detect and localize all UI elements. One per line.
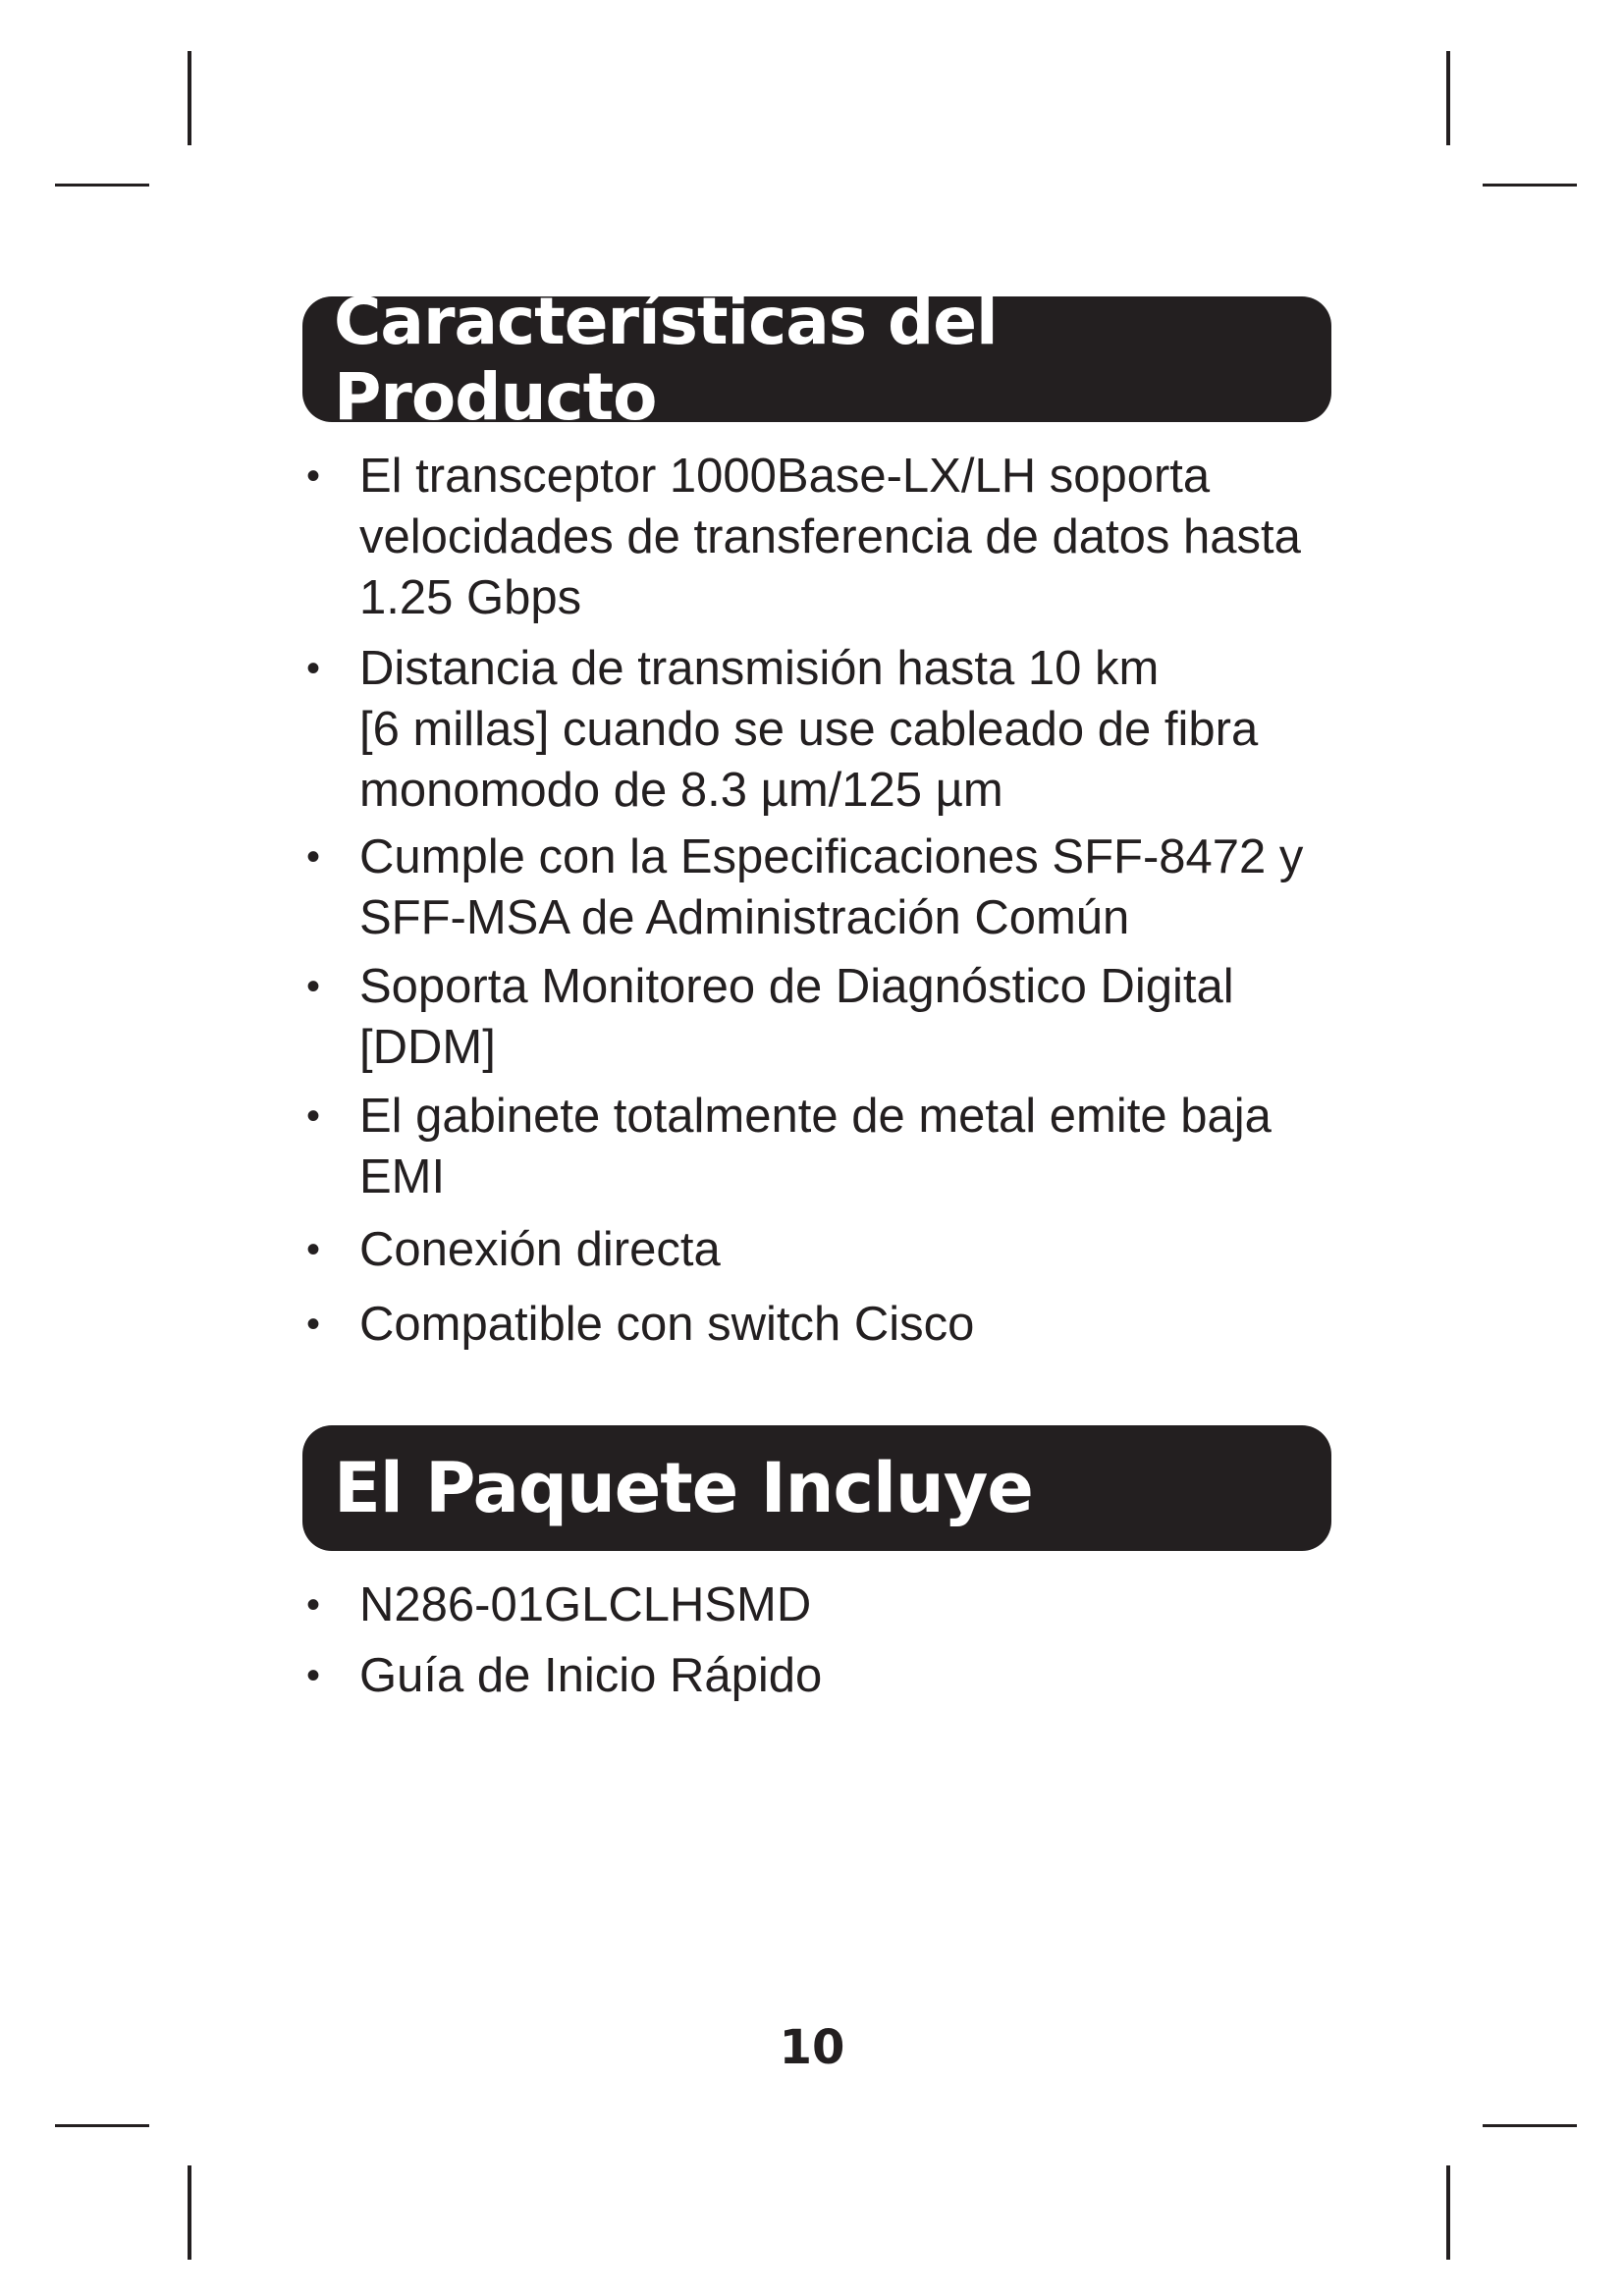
list-item-line: El transceptor 1000Base-LX/LH soporta: [359, 450, 1211, 503]
bullet-icon: •: [306, 1228, 321, 1271]
crop-mark-top-left-horizontal: [55, 184, 149, 187]
features-list: [302, 446, 1343, 1355]
bullet-icon: •: [306, 1654, 321, 1697]
bullet-icon: •: [306, 965, 321, 1008]
list-item-line: 1.25 Gbps: [359, 571, 582, 624]
crop-mark-bottom-left-horizontal: [55, 2124, 149, 2127]
crop-mark-bottom-right-horizontal: [1483, 2124, 1577, 2127]
list-item-line: EMI: [359, 1150, 446, 1203]
bullet-icon: •: [306, 1303, 321, 1346]
list-item: [302, 827, 1343, 948]
bullet-icon: •: [306, 1095, 321, 1138]
list-item-line: Conexión directa: [359, 1223, 721, 1276]
package-list: [302, 1575, 1343, 1706]
crop-mark-top-right-vertical: [1446, 51, 1450, 145]
list-item: [302, 1575, 1343, 1635]
bullet-icon: •: [306, 1583, 321, 1627]
list-item: [302, 1294, 1343, 1355]
crop-mark-bottom-right-vertical: [1446, 2165, 1450, 2260]
list-item-line: monomodo de 8.3 µm/125 µm: [359, 764, 1003, 817]
list-item-line: Cumple con la Especificaciones SFF-8472 y: [359, 830, 1304, 883]
list-item-line: [DDM]: [359, 1021, 496, 1074]
package-heading-bar: [302, 1425, 1331, 1551]
features-heading-bar: [302, 284, 1331, 435]
list-item-line: velocidades de transferencia de datos hasta: [359, 510, 1301, 563]
bullet-icon: •: [306, 454, 321, 498]
package-heading: El Paquete Incluye: [334, 1448, 1033, 1528]
list-item-line: El gabinete totalmente de metal emite baja: [359, 1090, 1272, 1143]
list-item: [302, 956, 1343, 1078]
bullet-icon: •: [306, 835, 321, 879]
list-item: [302, 446, 1343, 628]
list-item: [302, 638, 1343, 821]
list-item: [302, 1219, 1343, 1280]
crop-mark-top-right-horizontal: [1483, 184, 1577, 187]
crop-mark-bottom-left-vertical: [188, 2165, 191, 2260]
list-item-line: Soporta Monitoreo de Diagnóstico Digital: [359, 960, 1234, 1013]
list-item-line: Guía de Inicio Rápido: [359, 1649, 823, 1702]
list-item-line: Distancia de transmisión hasta 10 km: [359, 642, 1160, 695]
page-number: 10: [779, 2020, 845, 2075]
features-heading: Características del Producto: [334, 284, 998, 435]
list-item-line: [6 millas] cuando se use cableado de fibra: [359, 703, 1259, 756]
list-item-line: SFF-MSA de Administración Común: [359, 891, 1130, 944]
list-item: [302, 1086, 1343, 1207]
list-item-line: N286-01GLCLHSMD: [359, 1578, 812, 1631]
list-item-line: Compatible con switch Cisco: [359, 1298, 975, 1351]
crop-mark-top-left-vertical: [188, 51, 191, 145]
list-item: [302, 1645, 1343, 1706]
bullet-icon: •: [306, 647, 321, 690]
